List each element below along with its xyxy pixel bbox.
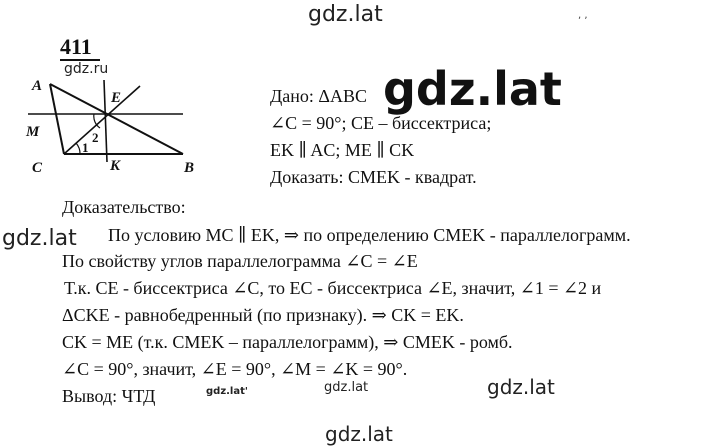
label-b: B bbox=[184, 160, 195, 176]
proof-heading: Доказательство: bbox=[62, 197, 186, 217]
watermark-right: gdz.lat bbox=[487, 375, 555, 399]
side-ac bbox=[50, 84, 64, 154]
watermark-left: gdz.lat bbox=[2, 226, 77, 251]
label-m: M bbox=[26, 124, 40, 140]
given-line-1: Дано: ΔABC bbox=[270, 86, 367, 106]
label-c: C bbox=[32, 160, 43, 176]
line-ek bbox=[104, 80, 107, 162]
watermark-small: gdz.ru bbox=[64, 61, 109, 77]
watermark-mid-1: gdz.lat' bbox=[206, 386, 248, 397]
angle-1-arc bbox=[76, 143, 80, 154]
prove-line: Доказать: CMEK - квадрат. bbox=[270, 167, 477, 187]
label-angle-1: 1 bbox=[82, 140, 89, 155]
given-line-2: ∠C = 90°; CE – биссектриса; bbox=[270, 113, 492, 133]
proof-line-2: По свойству углов параллелограмма ∠C = ∠E bbox=[62, 251, 418, 271]
label-angle-2: 2 bbox=[92, 130, 99, 145]
proof-line-4: ΔCKE - равнобедренный (по признаку). ⇒ CK = EK. bbox=[62, 305, 464, 325]
label-e: E bbox=[111, 90, 122, 106]
proof-line-6: ∠C = 90°, значит, ∠E = 90°, ∠M = ∠K = 90°. bbox=[62, 359, 408, 379]
proof-line-3: Т.к. CE - биссектриса ∠C, то EC - биссектриса ∠E, значит, ∠1 = ∠2 и bbox=[64, 278, 602, 298]
label-a: A bbox=[32, 78, 43, 94]
proof-line-5: CK = ME (т.к. CMEK – параллелограмм), ⇒ CMEK - ромб. bbox=[62, 332, 513, 352]
corner-marks: , , bbox=[578, 10, 588, 21]
bisector-ce bbox=[64, 86, 140, 154]
proof-line-1: По условию MC ∥ EK, ⇒ по определению CMEK - параллелограмм. bbox=[108, 225, 631, 245]
watermark-top: gdz.lat bbox=[308, 2, 383, 27]
watermark-bottom: gdz.lat bbox=[325, 422, 393, 446]
label-k: K bbox=[110, 158, 121, 174]
watermark-mid-2: gdz.lat bbox=[324, 380, 369, 395]
conclusion-line: Вывод: ЧТД bbox=[62, 386, 156, 406]
given-line-3: EK ∥ AC; ME ∥ CK bbox=[270, 140, 415, 160]
problem-number: 411 bbox=[60, 34, 100, 61]
geometry-figure bbox=[18, 72, 258, 182]
watermark-big: gdz.lat bbox=[383, 62, 562, 116]
